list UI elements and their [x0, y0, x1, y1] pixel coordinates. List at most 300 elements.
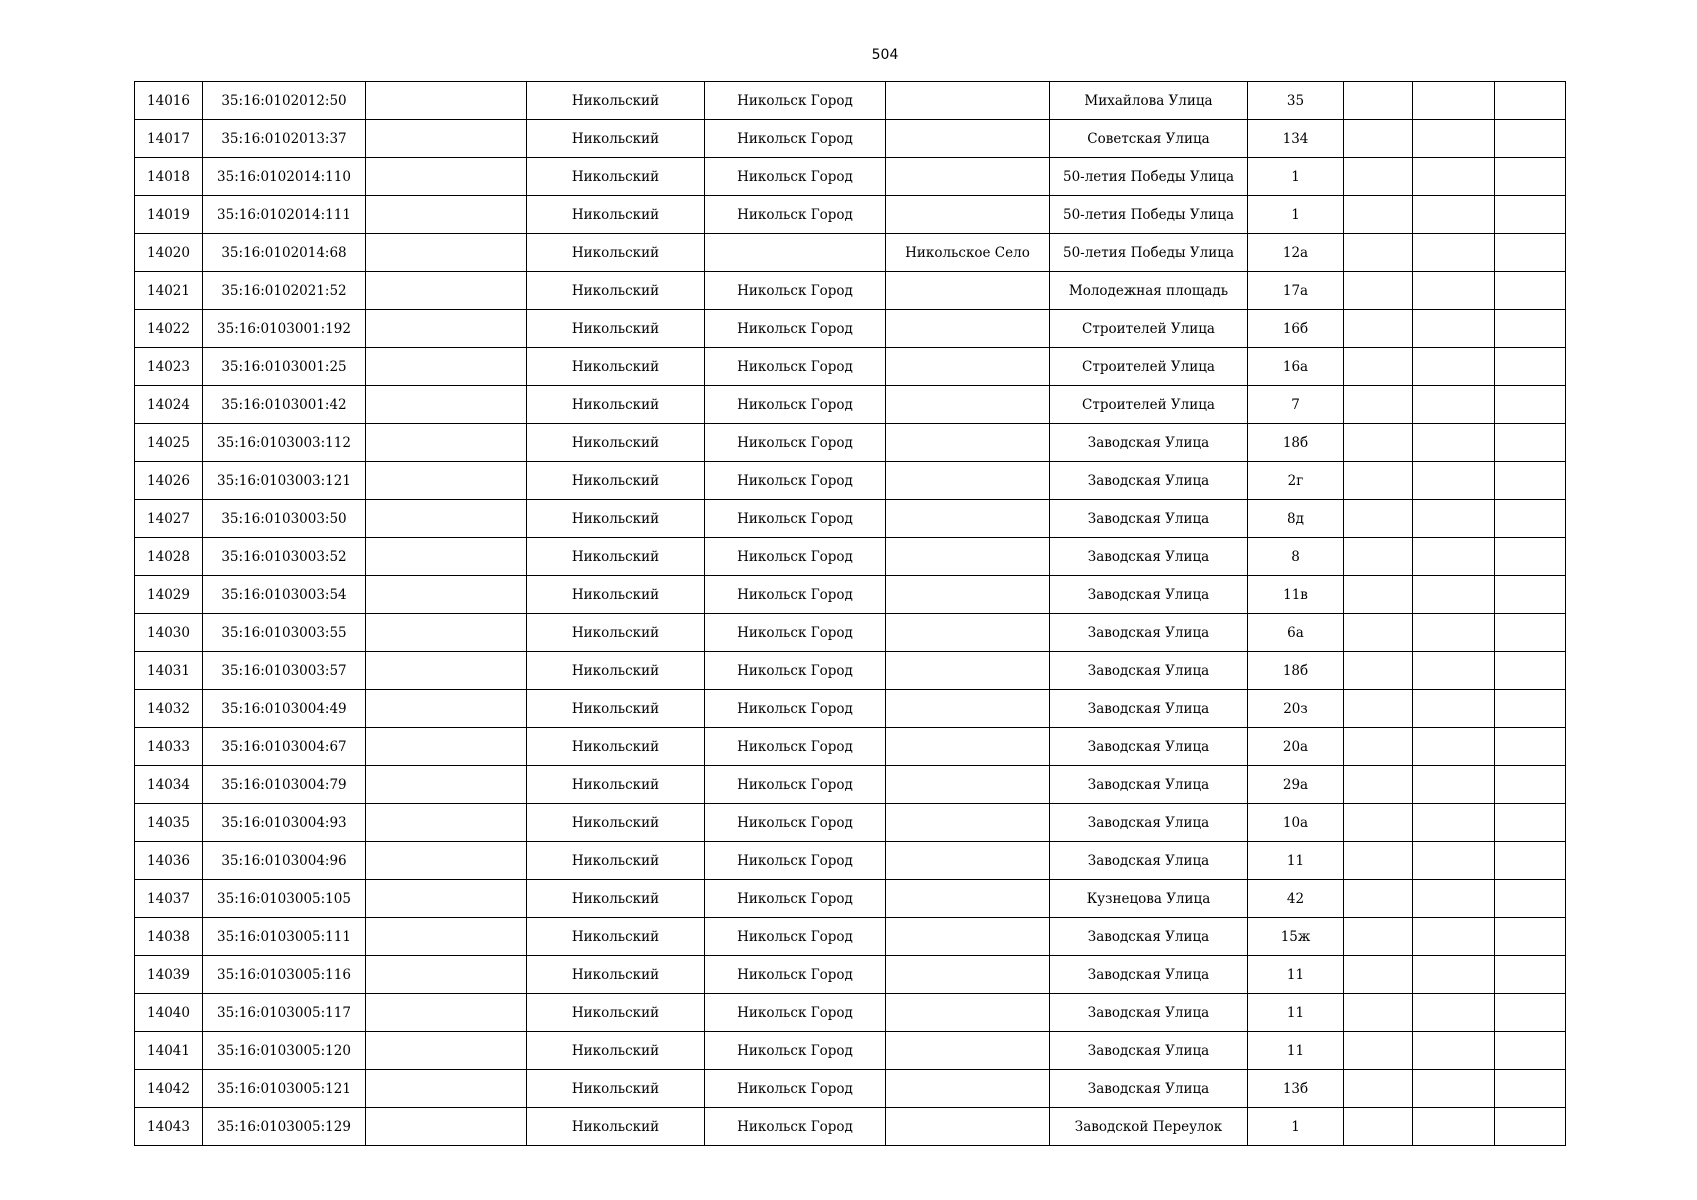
- blank-cell-10: [1413, 842, 1495, 880]
- house-number-cell: 16б: [1248, 310, 1344, 348]
- city-cell: Никольск Город: [705, 82, 886, 120]
- record-number-cell: 14027: [135, 500, 203, 538]
- blank-cell-3: [366, 690, 527, 728]
- record-number-cell: 14042: [135, 1070, 203, 1108]
- blank-cell-11: [1495, 994, 1566, 1032]
- settlement-cell: [886, 158, 1050, 196]
- blank-cell-10: [1413, 538, 1495, 576]
- street-cell: 50-летия Победы Улица: [1050, 196, 1248, 234]
- table-row: [135, 994, 1566, 1032]
- blank-cell-11: [1495, 272, 1566, 310]
- blank-cell-11: [1495, 804, 1566, 842]
- record-number-cell: 14022: [135, 310, 203, 348]
- table-row: [135, 614, 1566, 652]
- district-cell: Никольский: [527, 1108, 705, 1146]
- table-row: [135, 880, 1566, 918]
- blank-cell-9: [1344, 538, 1413, 576]
- blank-cell-11: [1495, 842, 1566, 880]
- blank-cell-9: [1344, 766, 1413, 804]
- city-cell: Никольск Город: [705, 880, 886, 918]
- district-cell: Никольский: [527, 880, 705, 918]
- settlement-cell: [886, 1032, 1050, 1070]
- blank-cell-3: [366, 158, 527, 196]
- blank-cell-10: [1413, 766, 1495, 804]
- blank-cell-11: [1495, 120, 1566, 158]
- district-cell: Никольский: [527, 576, 705, 614]
- table-row: [135, 538, 1566, 576]
- settlement-cell: [886, 918, 1050, 956]
- street-cell: Заводская Улица: [1050, 918, 1248, 956]
- blank-cell-3: [366, 804, 527, 842]
- cadastral-number-cell: 35:16:0103003:52: [203, 538, 366, 576]
- record-number-cell: 14037: [135, 880, 203, 918]
- blank-cell-11: [1495, 348, 1566, 386]
- blank-cell-9: [1344, 1070, 1413, 1108]
- blank-cell-10: [1413, 880, 1495, 918]
- settlement-cell: [886, 956, 1050, 994]
- street-cell: Заводская Улица: [1050, 576, 1248, 614]
- settlement-cell: [886, 576, 1050, 614]
- cadastral-number-cell: 35:16:0103005:121: [203, 1070, 366, 1108]
- table-row: [135, 690, 1566, 728]
- street-cell: Заводская Улица: [1050, 842, 1248, 880]
- district-cell: Никольский: [527, 1070, 705, 1108]
- city-cell: Никольск Город: [705, 652, 886, 690]
- record-number-cell: 14033: [135, 728, 203, 766]
- settlement-cell: [886, 614, 1050, 652]
- blank-cell-3: [366, 842, 527, 880]
- city-cell: Никольск Город: [705, 538, 886, 576]
- house-number-cell: 2г: [1248, 462, 1344, 500]
- cadastral-number-cell: 35:16:0103001:192: [203, 310, 366, 348]
- street-cell: Заводской Переулок: [1050, 1108, 1248, 1146]
- district-cell: Никольский: [527, 690, 705, 728]
- blank-cell-3: [366, 1070, 527, 1108]
- blank-cell-10: [1413, 386, 1495, 424]
- blank-cell-3: [366, 1108, 527, 1146]
- street-cell: Заводская Улица: [1050, 956, 1248, 994]
- blank-cell-3: [366, 196, 527, 234]
- blank-cell-11: [1495, 652, 1566, 690]
- district-cell: Никольский: [527, 386, 705, 424]
- blank-cell-3: [366, 386, 527, 424]
- street-cell: 50-летия Победы Улица: [1050, 234, 1248, 272]
- table-row: [135, 576, 1566, 614]
- blank-cell-10: [1413, 1108, 1495, 1146]
- blank-cell-3: [366, 234, 527, 272]
- blank-cell-11: [1495, 1108, 1566, 1146]
- blank-cell-10: [1413, 196, 1495, 234]
- blank-cell-3: [366, 766, 527, 804]
- record-number-cell: 14019: [135, 196, 203, 234]
- blank-cell-10: [1413, 994, 1495, 1032]
- blank-cell-9: [1344, 196, 1413, 234]
- district-cell: Никольский: [527, 234, 705, 272]
- cadastral-number-cell: 35:16:0103004:93: [203, 804, 366, 842]
- district-cell: Никольский: [527, 804, 705, 842]
- district-cell: Никольский: [527, 918, 705, 956]
- city-cell: Никольск Город: [705, 842, 886, 880]
- record-number-cell: 14034: [135, 766, 203, 804]
- table-row: [135, 1108, 1566, 1146]
- table-row: [135, 766, 1566, 804]
- table-row: [135, 386, 1566, 424]
- table-row: [135, 158, 1566, 196]
- blank-cell-9: [1344, 652, 1413, 690]
- house-number-cell: 11: [1248, 1032, 1344, 1070]
- table-row: [135, 500, 1566, 538]
- city-cell: Никольск Город: [705, 1032, 886, 1070]
- city-cell: Никольск Город: [705, 196, 886, 234]
- blank-cell-10: [1413, 576, 1495, 614]
- blank-cell-9: [1344, 1108, 1413, 1146]
- table-row: [135, 842, 1566, 880]
- house-number-cell: 17а: [1248, 272, 1344, 310]
- district-cell: Никольский: [527, 120, 705, 158]
- street-cell: Заводская Улица: [1050, 462, 1248, 500]
- blank-cell-10: [1413, 310, 1495, 348]
- city-cell: Никольск Город: [705, 462, 886, 500]
- settlement-cell: [886, 196, 1050, 234]
- district-cell: Никольский: [527, 614, 705, 652]
- district-cell: Никольский: [527, 1032, 705, 1070]
- blank-cell-3: [366, 120, 527, 158]
- city-cell: Никольск Город: [705, 500, 886, 538]
- blank-cell-9: [1344, 956, 1413, 994]
- street-cell: Советская Улица: [1050, 120, 1248, 158]
- blank-cell-9: [1344, 310, 1413, 348]
- district-cell: Никольский: [527, 82, 705, 120]
- city-cell: Никольск Город: [705, 614, 886, 652]
- blank-cell-3: [366, 918, 527, 956]
- settlement-cell: [886, 842, 1050, 880]
- cadastral-number-cell: 35:16:0103004:67: [203, 728, 366, 766]
- table-row: [135, 234, 1566, 272]
- cadastral-number-cell: 35:16:0103004:49: [203, 690, 366, 728]
- house-number-cell: 134: [1248, 120, 1344, 158]
- blank-cell-11: [1495, 728, 1566, 766]
- blank-cell-11: [1495, 956, 1566, 994]
- settlement-cell: [886, 766, 1050, 804]
- settlement-cell: [886, 272, 1050, 310]
- city-cell: Никольск Город: [705, 1070, 886, 1108]
- city-cell: Никольск Город: [705, 766, 886, 804]
- settlement-cell: [886, 880, 1050, 918]
- blank-cell-11: [1495, 462, 1566, 500]
- cadastral-number-cell: 35:16:0102021:52: [203, 272, 366, 310]
- city-cell: Никольск Город: [705, 348, 886, 386]
- district-cell: Никольский: [527, 956, 705, 994]
- registry-table: [134, 81, 1566, 1146]
- district-cell: Никольский: [527, 462, 705, 500]
- record-number-cell: 14023: [135, 348, 203, 386]
- street-cell: Строителей Улица: [1050, 310, 1248, 348]
- record-number-cell: 14040: [135, 994, 203, 1032]
- blank-cell-11: [1495, 500, 1566, 538]
- blank-cell-10: [1413, 690, 1495, 728]
- record-number-cell: 14039: [135, 956, 203, 994]
- district-cell: Никольский: [527, 766, 705, 804]
- house-number-cell: 6а: [1248, 614, 1344, 652]
- settlement-cell: [886, 994, 1050, 1032]
- district-cell: Никольский: [527, 272, 705, 310]
- house-number-cell: 42: [1248, 880, 1344, 918]
- district-cell: Никольский: [527, 842, 705, 880]
- table-row: [135, 652, 1566, 690]
- house-number-cell: 11: [1248, 956, 1344, 994]
- house-number-cell: 20а: [1248, 728, 1344, 766]
- street-cell: Заводская Улица: [1050, 1032, 1248, 1070]
- blank-cell-9: [1344, 82, 1413, 120]
- record-number-cell: 14025: [135, 424, 203, 462]
- blank-cell-3: [366, 994, 527, 1032]
- street-cell: Заводская Улица: [1050, 424, 1248, 462]
- blank-cell-9: [1344, 804, 1413, 842]
- settlement-cell: [886, 120, 1050, 158]
- district-cell: Никольский: [527, 158, 705, 196]
- cadastral-number-cell: 35:16:0103001:42: [203, 386, 366, 424]
- settlement-cell: [886, 728, 1050, 766]
- blank-cell-3: [366, 310, 527, 348]
- city-cell: Никольск Город: [705, 956, 886, 994]
- street-cell: Молодежная площадь: [1050, 272, 1248, 310]
- city-cell: Никольск Город: [705, 120, 886, 158]
- blank-cell-3: [366, 728, 527, 766]
- table-row: [135, 272, 1566, 310]
- cadastral-number-cell: 35:16:0103003:54: [203, 576, 366, 614]
- city-cell: Никольск Город: [705, 1108, 886, 1146]
- blank-cell-11: [1495, 424, 1566, 462]
- blank-cell-3: [366, 424, 527, 462]
- table-row: [135, 804, 1566, 842]
- blank-cell-10: [1413, 1032, 1495, 1070]
- street-cell: Заводская Улица: [1050, 766, 1248, 804]
- blank-cell-10: [1413, 804, 1495, 842]
- record-number-cell: 14041: [135, 1032, 203, 1070]
- district-cell: Никольский: [527, 310, 705, 348]
- street-cell: Заводская Улица: [1050, 614, 1248, 652]
- blank-cell-11: [1495, 196, 1566, 234]
- street-cell: Михайлова Улица: [1050, 82, 1248, 120]
- blank-cell-11: [1495, 386, 1566, 424]
- record-number-cell: 14017: [135, 120, 203, 158]
- blank-cell-10: [1413, 462, 1495, 500]
- settlement-cell: [886, 462, 1050, 500]
- blank-cell-3: [366, 576, 527, 614]
- cadastral-number-cell: 35:16:0103004:96: [203, 842, 366, 880]
- blank-cell-3: [366, 462, 527, 500]
- settlement-cell: [886, 652, 1050, 690]
- house-number-cell: 12а: [1248, 234, 1344, 272]
- blank-cell-10: [1413, 956, 1495, 994]
- blank-cell-9: [1344, 386, 1413, 424]
- blank-cell-3: [366, 82, 527, 120]
- settlement-cell: [886, 500, 1050, 538]
- blank-cell-9: [1344, 348, 1413, 386]
- blank-cell-3: [366, 956, 527, 994]
- street-cell: 50-летия Победы Улица: [1050, 158, 1248, 196]
- cadastral-number-cell: 35:16:0103005:117: [203, 994, 366, 1032]
- house-number-cell: 11: [1248, 842, 1344, 880]
- house-number-cell: 1: [1248, 196, 1344, 234]
- blank-cell-9: [1344, 880, 1413, 918]
- house-number-cell: 11: [1248, 994, 1344, 1032]
- house-number-cell: 16а: [1248, 348, 1344, 386]
- house-number-cell: 10а: [1248, 804, 1344, 842]
- blank-cell-3: [366, 652, 527, 690]
- record-number-cell: 14024: [135, 386, 203, 424]
- blank-cell-9: [1344, 462, 1413, 500]
- settlement-cell: [886, 386, 1050, 424]
- house-number-cell: 29а: [1248, 766, 1344, 804]
- street-cell: Заводская Улица: [1050, 538, 1248, 576]
- record-number-cell: 14031: [135, 652, 203, 690]
- city-cell: [705, 234, 886, 272]
- city-cell: Никольск Город: [705, 310, 886, 348]
- blank-cell-9: [1344, 994, 1413, 1032]
- cadastral-number-cell: 35:16:0103003:121: [203, 462, 366, 500]
- cadastral-number-cell: 35:16:0102013:37: [203, 120, 366, 158]
- cadastral-number-cell: 35:16:0102014:68: [203, 234, 366, 272]
- house-number-cell: 13б: [1248, 1070, 1344, 1108]
- blank-cell-9: [1344, 500, 1413, 538]
- blank-cell-10: [1413, 158, 1495, 196]
- street-cell: Строителей Улица: [1050, 348, 1248, 386]
- house-number-cell: 8д: [1248, 500, 1344, 538]
- table-row: [135, 1032, 1566, 1070]
- blank-cell-9: [1344, 234, 1413, 272]
- cadastral-number-cell: 35:16:0103003:112: [203, 424, 366, 462]
- house-number-cell: 11в: [1248, 576, 1344, 614]
- blank-cell-10: [1413, 918, 1495, 956]
- table-row: [135, 424, 1566, 462]
- blank-cell-10: [1413, 1070, 1495, 1108]
- house-number-cell: 1: [1248, 158, 1344, 196]
- blank-cell-9: [1344, 120, 1413, 158]
- district-cell: Никольский: [527, 994, 705, 1032]
- city-cell: Никольск Город: [705, 158, 886, 196]
- cadastral-number-cell: 35:16:0102014:110: [203, 158, 366, 196]
- blank-cell-10: [1413, 272, 1495, 310]
- record-number-cell: 14021: [135, 272, 203, 310]
- settlement-cell: [886, 1070, 1050, 1108]
- settlement-cell: [886, 310, 1050, 348]
- blank-cell-11: [1495, 1070, 1566, 1108]
- blank-cell-11: [1495, 234, 1566, 272]
- district-cell: Никольский: [527, 652, 705, 690]
- cadastral-number-cell: 35:16:0103003:50: [203, 500, 366, 538]
- table-row: [135, 120, 1566, 158]
- record-number-cell: 14016: [135, 82, 203, 120]
- blank-cell-11: [1495, 918, 1566, 956]
- blank-cell-9: [1344, 158, 1413, 196]
- city-cell: Никольск Город: [705, 918, 886, 956]
- blank-cell-11: [1495, 310, 1566, 348]
- settlement-cell: [886, 1108, 1050, 1146]
- table-row: [135, 956, 1566, 994]
- district-cell: Никольский: [527, 348, 705, 386]
- record-number-cell: 14018: [135, 158, 203, 196]
- blank-cell-9: [1344, 272, 1413, 310]
- blank-cell-9: [1344, 918, 1413, 956]
- district-cell: Никольский: [527, 424, 705, 462]
- blank-cell-11: [1495, 614, 1566, 652]
- settlement-cell: [886, 690, 1050, 728]
- blank-cell-10: [1413, 348, 1495, 386]
- blank-cell-3: [366, 1032, 527, 1070]
- record-number-cell: 14030: [135, 614, 203, 652]
- table-row: [135, 918, 1566, 956]
- street-cell: Заводская Улица: [1050, 652, 1248, 690]
- blank-cell-10: [1413, 728, 1495, 766]
- city-cell: Никольск Город: [705, 994, 886, 1032]
- cadastral-number-cell: 35:16:0103005:129: [203, 1108, 366, 1146]
- blank-cell-11: [1495, 690, 1566, 728]
- cadastral-number-cell: 35:16:0102014:111: [203, 196, 366, 234]
- record-number-cell: 14035: [135, 804, 203, 842]
- house-number-cell: 8: [1248, 538, 1344, 576]
- street-cell: Заводская Улица: [1050, 500, 1248, 538]
- blank-cell-11: [1495, 880, 1566, 918]
- blank-cell-9: [1344, 728, 1413, 766]
- blank-cell-3: [366, 500, 527, 538]
- record-number-cell: 14028: [135, 538, 203, 576]
- street-cell: Кузнецова Улица: [1050, 880, 1248, 918]
- district-cell: Никольский: [527, 500, 705, 538]
- settlement-cell: [886, 804, 1050, 842]
- record-number-cell: 14036: [135, 842, 203, 880]
- settlement-cell: [886, 538, 1050, 576]
- house-number-cell: 18б: [1248, 652, 1344, 690]
- street-cell: Строителей Улица: [1050, 386, 1248, 424]
- table-row: [135, 82, 1566, 120]
- district-cell: Никольский: [527, 728, 705, 766]
- cadastral-number-cell: 35:16:0103003:55: [203, 614, 366, 652]
- blank-cell-11: [1495, 1032, 1566, 1070]
- blank-cell-3: [366, 880, 527, 918]
- blank-cell-3: [366, 348, 527, 386]
- blank-cell-11: [1495, 82, 1566, 120]
- house-number-cell: 18б: [1248, 424, 1344, 462]
- record-number-cell: 14029: [135, 576, 203, 614]
- blank-cell-10: [1413, 614, 1495, 652]
- cadastral-number-cell: 35:16:0103005:105: [203, 880, 366, 918]
- cadastral-number-cell: 35:16:0103005:111: [203, 918, 366, 956]
- city-cell: Никольск Город: [705, 576, 886, 614]
- blank-cell-3: [366, 272, 527, 310]
- registry-body: [135, 82, 1566, 1146]
- blank-cell-10: [1413, 120, 1495, 158]
- cadastral-number-cell: 35:16:0103005:116: [203, 956, 366, 994]
- blank-cell-9: [1344, 424, 1413, 462]
- house-number-cell: 1: [1248, 1108, 1344, 1146]
- house-number-cell: 7: [1248, 386, 1344, 424]
- blank-cell-3: [366, 538, 527, 576]
- blank-cell-11: [1495, 576, 1566, 614]
- city-cell: Никольск Город: [705, 690, 886, 728]
- blank-cell-11: [1495, 158, 1566, 196]
- page-number: 504: [871, 47, 899, 63]
- settlement-cell: [886, 348, 1050, 386]
- street-cell: Заводская Улица: [1050, 994, 1248, 1032]
- table-row: [135, 462, 1566, 500]
- record-number-cell: 14038: [135, 918, 203, 956]
- city-cell: Никольск Город: [705, 728, 886, 766]
- blank-cell-10: [1413, 234, 1495, 272]
- cadastral-number-cell: 35:16:0103004:79: [203, 766, 366, 804]
- blank-cell-10: [1413, 652, 1495, 690]
- table-row: [135, 196, 1566, 234]
